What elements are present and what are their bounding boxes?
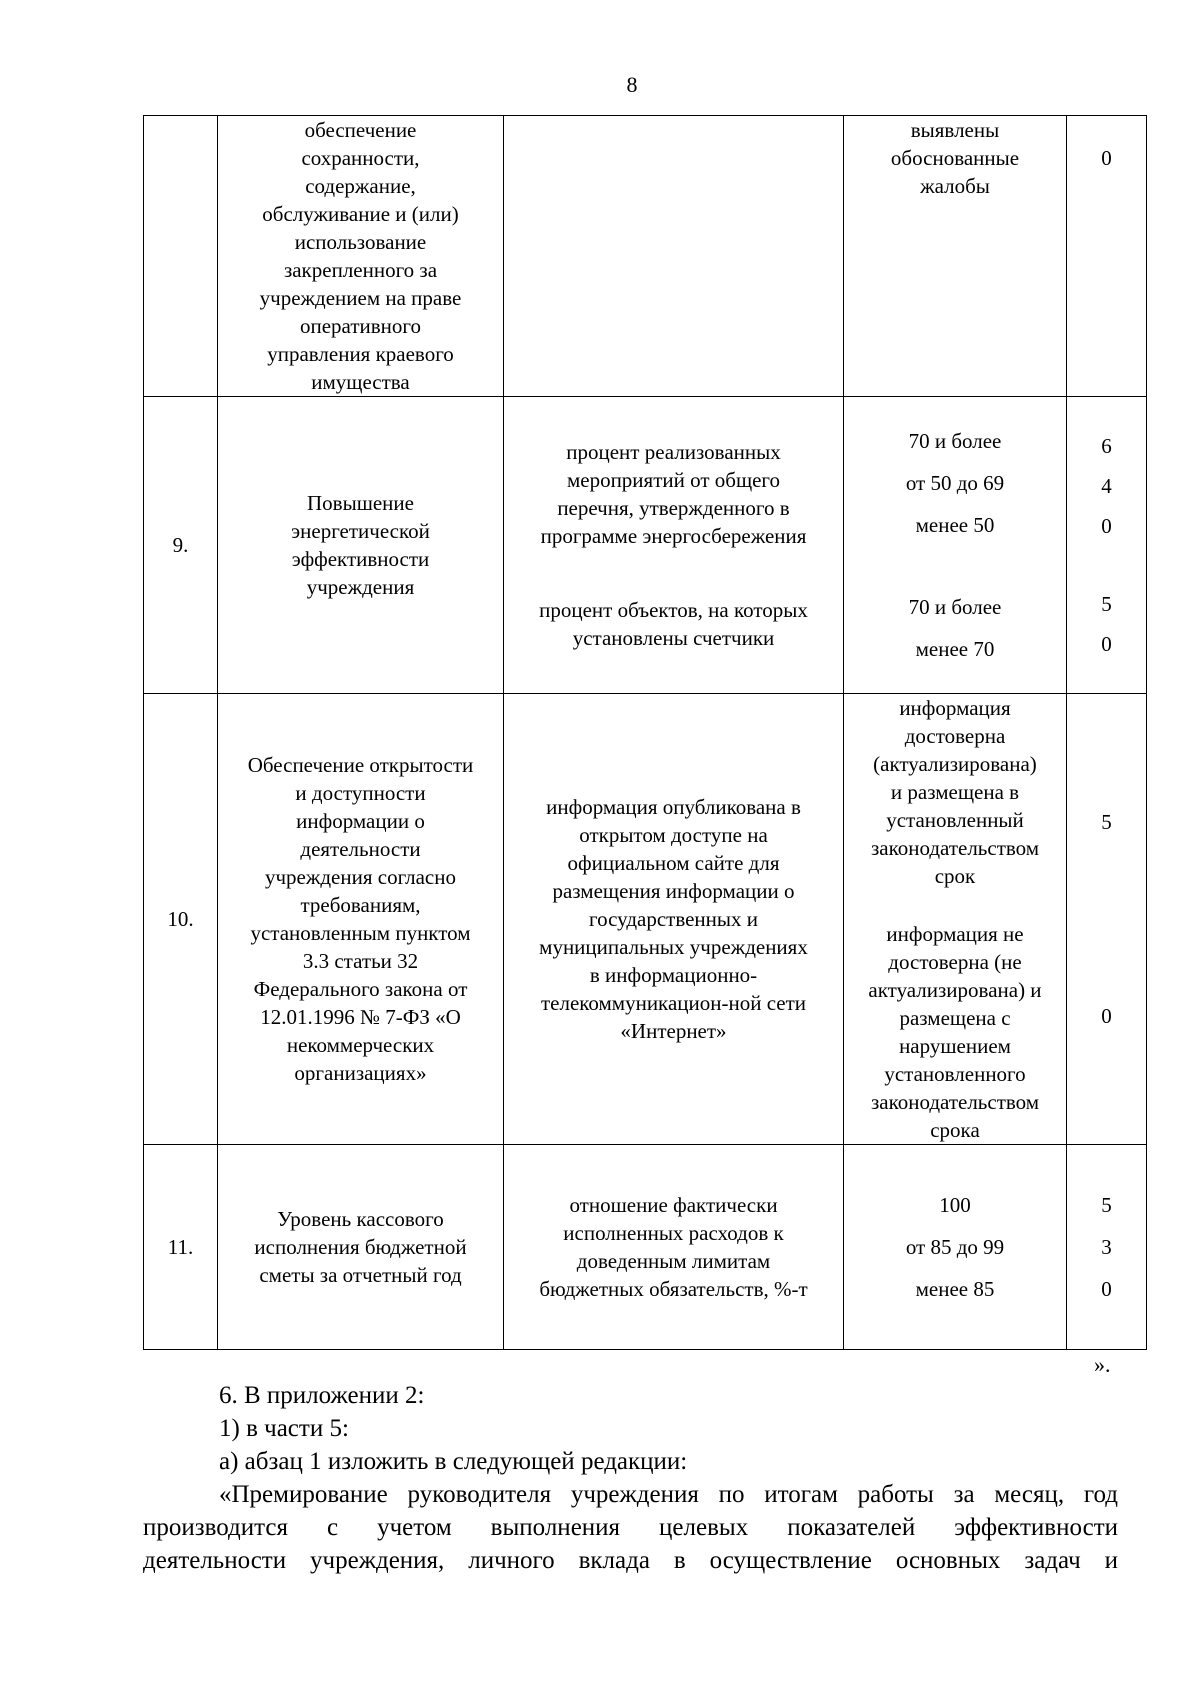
paragraph: 6. В приложении 2: bbox=[219, 1382, 425, 1409]
criterion-line: энергетической bbox=[291, 519, 430, 543]
criteria-table bbox=[143, 115, 1147, 1350]
page-number: 8 bbox=[626, 72, 638, 97]
indicator-line: программе энергосбережения bbox=[540, 524, 807, 548]
criterion-line: учреждением на праве bbox=[259, 286, 462, 310]
criterion-line: эффективности bbox=[291, 547, 430, 571]
score-cell bbox=[1067, 694, 1147, 1145]
condition-line: законодательством bbox=[870, 836, 1040, 860]
indicator-line: установлены счетчики bbox=[572, 626, 775, 650]
table-row bbox=[144, 116, 1147, 397]
condition-line: нарушением bbox=[899, 1034, 1011, 1058]
indicator-line: процент реализованных bbox=[566, 440, 781, 464]
indicator-line: государственных и bbox=[588, 907, 759, 931]
row-number: 9. bbox=[144, 397, 218, 694]
score-cell bbox=[1067, 1145, 1147, 1350]
criterion-line: Федерального закона от bbox=[253, 977, 468, 1001]
criterion-line: содержание, bbox=[305, 174, 416, 198]
closing-quote: ». bbox=[1094, 1352, 1111, 1377]
paragraph: производится с учетом выполнения целевых показателей эффективности bbox=[143, 1514, 1118, 1541]
condition-line: информация bbox=[899, 696, 1011, 720]
score-value: 0 bbox=[1101, 632, 1112, 656]
indicator-line: в информационно- bbox=[589, 963, 758, 987]
condition-line: 70 и более bbox=[908, 595, 1002, 619]
indicator-line: мероприятий от общего bbox=[566, 468, 781, 492]
condition-line: 70 и более bbox=[908, 429, 1002, 453]
criterion-line: требованиям, bbox=[300, 893, 421, 917]
condition-line: выявлены bbox=[910, 118, 1000, 142]
row-number: 10. bbox=[144, 694, 218, 1145]
condition-line: достоверна (не bbox=[888, 950, 1022, 974]
indicator-line: доведенным лимитам bbox=[576, 1249, 771, 1273]
criterion-line: 3.3 статьи 32 bbox=[302, 949, 419, 973]
criterion-cell bbox=[218, 116, 504, 397]
paragraph: «Премирование руководителя учреждения по итогам работы за месяц, год bbox=[219, 1481, 1118, 1508]
criterion-line: использование bbox=[294, 230, 427, 254]
criterion-line: 12.01.1996 № 7-ФЗ «О bbox=[260, 1005, 461, 1029]
indicator-cell bbox=[504, 116, 844, 397]
indicator-cell bbox=[504, 397, 844, 694]
criterion-line: обслуживание и (или) bbox=[262, 202, 459, 226]
condition-line: обоснованные bbox=[890, 146, 1020, 170]
criterion-line: исполнения бюджетной bbox=[254, 1235, 467, 1259]
condition-line: (актуализирована) bbox=[873, 752, 1037, 776]
condition-line: менее 70 bbox=[915, 637, 995, 661]
score-value: 5 bbox=[1101, 810, 1112, 834]
criterion-line: и доступности bbox=[295, 781, 426, 805]
criterion-line: деятельности bbox=[300, 837, 421, 861]
score-value: 4 bbox=[1101, 474, 1112, 498]
criterion-line: сохранности, bbox=[301, 146, 420, 170]
indicator-line: отношение фактически bbox=[569, 1193, 778, 1217]
condition-cell bbox=[844, 397, 1067, 694]
criterion-line: управления краевого bbox=[267, 342, 454, 366]
score-cell bbox=[1067, 116, 1147, 397]
table-row bbox=[144, 1145, 1147, 1350]
indicator-line: открытом доступе на bbox=[579, 823, 768, 847]
condition-line: менее 85 bbox=[915, 1277, 995, 1301]
indicator-line: перечня, утвержденного в bbox=[557, 496, 790, 520]
indicator-line: процент объектов, на которых bbox=[539, 598, 808, 622]
criterion-line: информации о bbox=[296, 809, 425, 833]
criterion-line: Повышение bbox=[307, 491, 414, 515]
condition-line: от 50 до 69 bbox=[905, 471, 1005, 495]
paragraph: а) абзац 1 изложить в следующей редакции: bbox=[219, 1448, 688, 1475]
condition-line: законодательством bbox=[870, 1090, 1040, 1114]
condition-line: актуализирована) и bbox=[868, 978, 1042, 1002]
criterion-line: установленным пунктом bbox=[250, 921, 471, 945]
indicator-cell bbox=[504, 1145, 844, 1350]
condition-line: менее 50 bbox=[915, 513, 995, 537]
indicator-cell bbox=[504, 694, 844, 1145]
criterion-line: закрепленного за bbox=[283, 258, 438, 282]
table-row bbox=[144, 694, 1147, 1145]
score-value: 0 bbox=[1101, 514, 1112, 538]
score-value: 5 bbox=[1101, 1193, 1112, 1217]
indicator-line: размещения информации о bbox=[552, 879, 795, 903]
indicator-line: официальном сайте для bbox=[567, 851, 780, 875]
condition-line: установленный bbox=[886, 808, 1024, 832]
criterion-cell bbox=[218, 1145, 504, 1350]
criterion-line: учреждения согласно bbox=[264, 865, 456, 889]
indicator-line: исполненных расходов к bbox=[563, 1221, 784, 1245]
condition-line: достоверна bbox=[904, 724, 1006, 748]
condition-cell bbox=[844, 116, 1067, 397]
condition-line: размещена с bbox=[899, 1006, 1011, 1030]
indicator-line: информация опубликована в bbox=[546, 795, 801, 819]
criterion-cell bbox=[218, 694, 504, 1145]
score-value: 5 bbox=[1101, 592, 1112, 616]
criterion-line: оперативного bbox=[300, 314, 421, 338]
criterion-line: имущества bbox=[311, 370, 410, 394]
criterion-line: учреждения bbox=[306, 575, 415, 599]
score-value: 6 bbox=[1101, 434, 1112, 458]
criterion-line: некоммерческих bbox=[286, 1033, 435, 1057]
criterion-line: сметы за отчетный год bbox=[259, 1263, 462, 1287]
condition-line: 100 bbox=[939, 1193, 971, 1217]
criterion-line: организациях» bbox=[294, 1061, 427, 1085]
condition-line: от 85 до 99 bbox=[905, 1235, 1005, 1259]
score-cell bbox=[1067, 397, 1147, 694]
row-number: 11. bbox=[144, 1145, 218, 1350]
indicator-line: «Интернет» bbox=[620, 1019, 727, 1043]
criterion-line: обеспечение bbox=[304, 118, 417, 142]
criterion-line: Уровень кассового bbox=[277, 1207, 444, 1231]
table-row bbox=[144, 397, 1147, 694]
score-value: 0 bbox=[1101, 146, 1112, 170]
condition-line: срока bbox=[930, 1118, 980, 1142]
score-value: 0 bbox=[1101, 1004, 1112, 1028]
score-value: 0 bbox=[1101, 1277, 1112, 1301]
condition-cell bbox=[844, 1145, 1067, 1350]
condition-cell bbox=[844, 694, 1067, 1145]
indicator-line: бюджетных обязательств, %-т bbox=[539, 1277, 808, 1301]
criterion-line: Обеспечение открытости bbox=[247, 753, 474, 777]
paragraph: 1) в части 5: bbox=[219, 1415, 349, 1442]
condition-line: информация не bbox=[886, 922, 1024, 946]
condition-line: установленного bbox=[884, 1062, 1026, 1086]
condition-line: жалобы bbox=[920, 174, 990, 198]
indicator-line: телекоммуникацион-ной сети bbox=[540, 991, 807, 1015]
score-value: 3 bbox=[1101, 1235, 1112, 1259]
condition-line: срок bbox=[934, 864, 976, 888]
criterion-cell bbox=[218, 397, 504, 694]
indicator-line: муниципальных учреждениях bbox=[539, 935, 808, 959]
row-number bbox=[144, 116, 218, 397]
condition-line: и размещена в bbox=[890, 780, 1020, 804]
paragraph: деятельности учреждения, личного вклада в осуществление основных задач и bbox=[143, 1547, 1118, 1574]
